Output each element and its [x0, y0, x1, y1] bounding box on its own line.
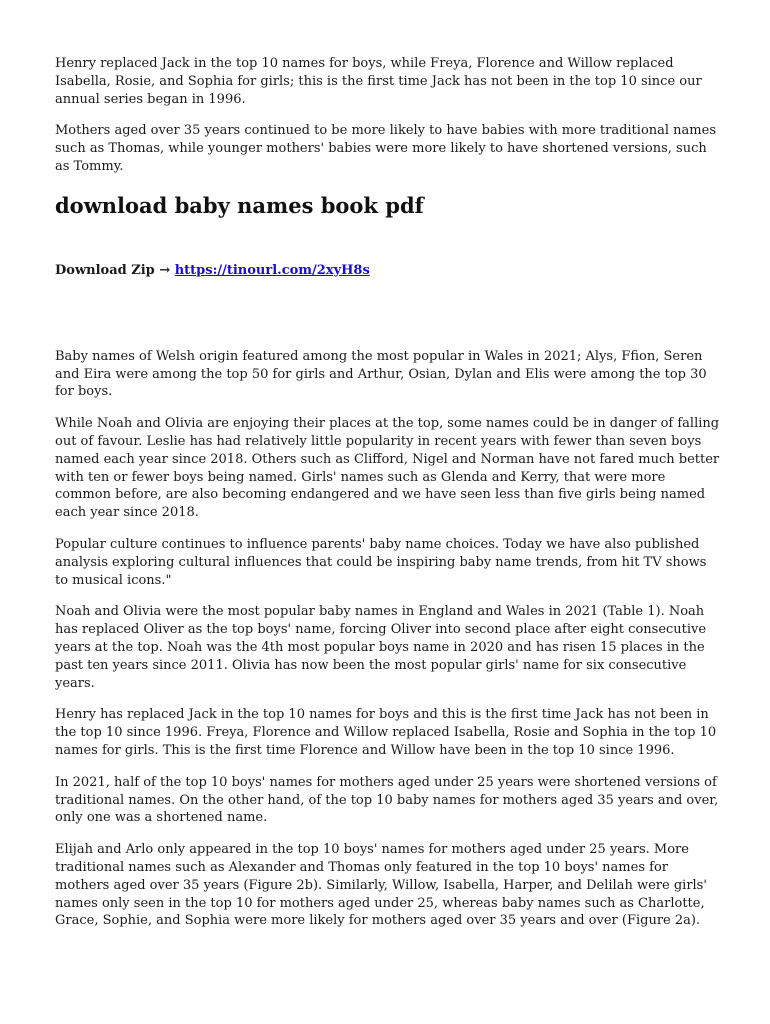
paragraph: Henry has replaced Jack in the top 10 names for boys and this is the first time Jack has not been in the top 10 since 1996. Freya, Florence and Willow replaced Isabella, Rosie and Sophia in the top 10 names for girls. This is the first time Florence and Willow have been in the top 10 since 1996.	[55, 707, 717, 758]
download-label: Download Zip →	[55, 262, 175, 278]
paragraph: Elijah and Arlo only appeared in the top 10 boys' names for mothers aged under 25 years. More traditional names such as Alexander and Thomas only featured in the top 10 boys' names for mothers aged over 35 years (Figure 2b). Similarly, Willow, Isabella, Harper, and Delilah were girls' names only seen in the top 10 for mothers aged under 25, whereas baby names such as Charlotte, Grace, Sophie, and Sophia were more likely for mothers aged over 35 years and over (Figure 2a).	[55, 842, 707, 929]
page-heading: download baby names book pdf	[55, 192, 424, 218]
paragraph: Mothers aged over 35 years continued to be more likely to have babies with more traditional names such as Thomas, while younger mothers' babies were more likely to have shortened versions, such as Tommy.	[55, 123, 716, 174]
document-page	[55, 55, 720, 930]
paragraph: Noah and Olivia were the most popular baby names in England and Wales in 2021 (Table 1). Noah has replaced Oliver as the top boys' name, forcing Oliver into second place after eight consecutive years at the top. Noah was the 4th most popular boys name in 2020 and has risen 15 places in the past ten years since 2011. Olivia has now been the most popular girls' name for six consecutive years.	[55, 604, 707, 691]
download-line	[55, 262, 720, 280]
download-link[interactable]: https://tinourl.com/2xyH8s	[174, 262, 370, 278]
paragraph: While Noah and Olivia are enjoying their places at the top, some names could be in danger of falling out of favour. Leslie has had relatively little popularity in recent years with fewer than seven boys named each year since 2018. Others such as Clifford, Nigel and Norman have not fared much better with ten or fewer boys being named. Girls' names such as Glenda and Kerry, that were more common before, are also becoming endangered and we have seen less than five girls being named each year since 2018.	[55, 416, 720, 521]
paragraph: Baby names of Welsh origin featured among the most popular in Wales in 2021; Alys, Ffion, Seren and Eira were among the top 50 for girls and Arthur, Osian, Dylan and Elis were among the top 30 for boys.	[55, 348, 707, 400]
paragraph: Henry replaced Jack in the top 10 names for boys, while Freya, Florence and Willow replaced Isabella, Rosie, and Sophia for girls; this is the first time Jack has not been in the top 10 since our annual series began in 1996.	[55, 56, 702, 107]
paragraph: In 2021, half of the top 10 boys' names for mothers aged under 25 years were shortened versions of traditional names. On the other hand, of the top 10 baby names for mothers aged 35 years and over, only one was a shortened name.	[55, 774, 719, 826]
paragraph: Popular culture continues to influence parents' baby name choices. Today we have also published analysis exploring cultural influences that could be inspiring baby name trends, from hit TV shows to musical icons."	[55, 536, 707, 588]
